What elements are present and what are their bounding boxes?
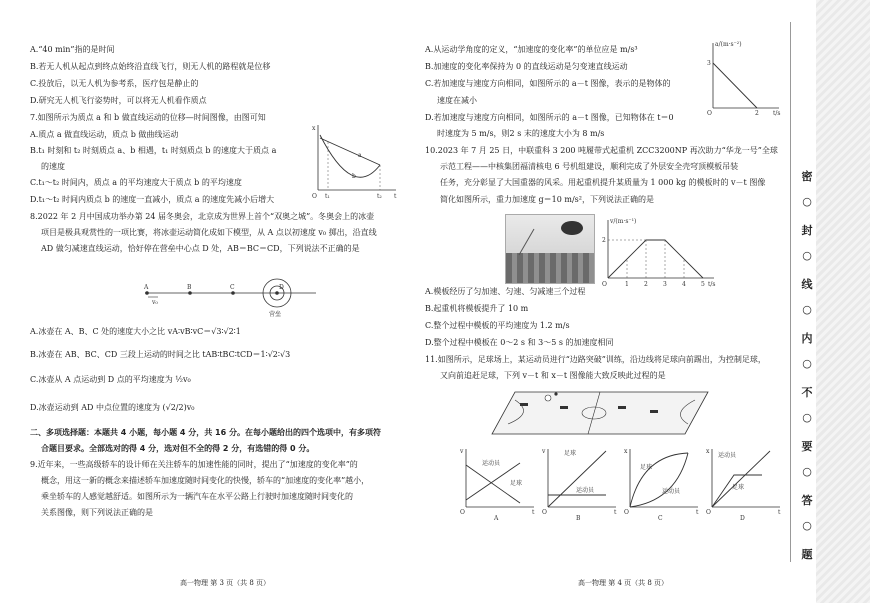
side-char-3: 线 (801, 278, 813, 291)
q8-stem-1: 8.2022 年 2 月中国成功举办第 24 届冬奥会，北京成为世界上首个“双奥之城”。冬奥会上的冰壶 (30, 212, 375, 221)
graph-b-v: v (542, 448, 546, 455)
q7-option-b-cont: 的速度 (41, 162, 65, 171)
graph-b-o: O (542, 509, 547, 516)
fig7-t1: t₁ (325, 193, 330, 200)
side-circle-2: ○ (802, 249, 812, 262)
side-circle-1: ○ (802, 195, 812, 208)
side-char-4: 内 (801, 332, 813, 345)
figure-q9-a-t-graph (705, 38, 785, 118)
side-char-2: 封 (801, 224, 813, 237)
graph-c-t: t (696, 509, 699, 516)
q8-stem-3: AD 做匀减速直线运动，恰好停在营垒中心点 D 处，AB＝BC＝CD，下列说法不正确的是 (41, 244, 360, 253)
fig9-origin: O (707, 110, 712, 117)
q10-stem-2: 示范工程——中核集团福清核电 6 号机组建设，顺利完成了外层安全壳穹顶模板吊装 (440, 162, 739, 171)
q9-option-c-cont: 速度在减小 (437, 96, 477, 105)
section2-title: 二、多项选择题：本题共 4 小题，每小题 4 分，共 16 分。在每小题给出的四个选项中，有多项符 (30, 428, 381, 437)
q9-option-d-cont: 时速度为 5 m/s，则2 s 末的速度大小为 8 m/s (437, 129, 605, 138)
fig8-v0: v₀ (152, 299, 158, 306)
graph-a-q: 足球 (510, 480, 523, 487)
fig7-origin: O (312, 193, 317, 200)
q8-option-a: A.冰壶在 A、B、C 处的速度大小之比 vA∶vB∶vC＝√3∶√2∶1 (30, 327, 241, 336)
graph-a-name: A (494, 515, 499, 522)
side-char-7: 答 (801, 494, 813, 507)
q6-option-b: B.若无人机从起点到终点始终沿直线飞行，则无人机的路程就是位移 (30, 62, 271, 71)
q11-stem-1: 11.如图所示，足球场上，某运动员进行“边路突破”训练，沿边线将足球向前踢出，为控制足球， (425, 355, 766, 364)
graph-a (458, 445, 538, 520)
q11-stem-2: 又向前追赶足球，下列 v－t 和 x－t 图像能大致反映此过程的是 (440, 371, 666, 380)
graph-c-name: C (658, 515, 663, 522)
figure-q7-x-t-graph (308, 120, 398, 200)
fig7-a-label: a (358, 152, 362, 159)
section2-title-cont: 合题目要求。全部选对的得 4 分，选对但不全的得 2 分，有选错的得 0 分。 (41, 444, 315, 453)
q10-option-a: A.模板经历了匀加速、匀速、匀减速三个过程 (425, 287, 586, 296)
q7-option-c: C.t₁～t₂ 时间内，质点 a 的平均速度大于质点 b 的平均速度 (30, 178, 242, 187)
fig9-ylabel: a/(m·s⁻²) (715, 41, 742, 48)
graph-b (540, 445, 620, 520)
fig10-origin: O (602, 281, 607, 288)
fig8-b: B (187, 284, 192, 291)
q9-option-d: D.若加速度与速度方向相同，如图所示的 a－t 图像，已知物体在 t＝0 (425, 113, 674, 122)
graph-c-v: x (624, 448, 628, 455)
footer-page-3: 高一物理 第 3 页（共 8 页） (180, 579, 271, 587)
graph-d (704, 445, 784, 520)
graph-d-name: D (740, 515, 745, 522)
q7-option-b: B.t₁ 时刻和 t₂ 时刻质点 a、b 相遇，t₁ 时刻质点 b 的速度大于质点 a (30, 146, 277, 155)
q9-stem-3: 乘坐轿车的人感觉越舒适。如图所示为一辆汽车在水平公路上行驶时加速度随时间变化的 (41, 492, 353, 501)
q9-option-c: C.若加速度与速度方向相同，如图所示的 a－t 图像，表示的是物体的 (425, 79, 671, 88)
graph-d-p: 运动员 (718, 452, 737, 459)
graph-c-o: O (624, 509, 629, 516)
graph-b-name: B (576, 515, 581, 522)
side-char-5: 不 (801, 386, 813, 399)
side-char-8: 题 (801, 548, 813, 561)
graph-a-p: 运动员 (482, 460, 501, 467)
fig10-ylabel: v/(m·s⁻¹) (610, 218, 637, 225)
q9-stem-1: 9.近年来，一些高级轿车的设计师在关注轿车的加速性能的同时，提出了“加速度的变化率”的 (30, 460, 358, 469)
graph-a-v: v (460, 448, 464, 455)
q9-stem-4: 关系图像，则下列说法正确的是 (41, 508, 153, 517)
q9-option-b: B.加速度的变化率保持为 0 的直线运动是匀变速直线运动 (425, 62, 628, 71)
margin-shade (816, 0, 870, 603)
side-circle-6: ○ (802, 465, 812, 478)
q10-stem-4: 简化如图所示，重力加速度 g＝10 m/s²，下列说法正确的是 (440, 195, 654, 204)
side-circle-7: ○ (802, 519, 812, 532)
fig7-t: t (394, 193, 397, 200)
fig7-t2: t₂ (377, 193, 382, 200)
crane-photo (505, 214, 595, 284)
binding-strip (790, 22, 818, 562)
figure-q11-football-field (490, 388, 710, 438)
q6-option-d: D.研究无人机飞行姿势时，可以将无人机看作质点 (30, 96, 207, 105)
graph-b-p: 足球 (564, 450, 577, 457)
q6-option-c: C.投放后，以无人机为参考系，医疗包是静止的 (30, 79, 199, 88)
fig8-label: 营垒 (269, 311, 282, 318)
q9-option-a: A.从运动学角度的定义，“加速度的变化率”的单位应是 m/s³ (425, 45, 638, 54)
fig10-xlabel: t/s (708, 281, 716, 288)
fig8-d: D (279, 284, 284, 291)
graph-b-t: t (614, 509, 617, 516)
fig10-x2: 2 (644, 281, 648, 288)
side-circle-4: ○ (802, 357, 812, 370)
fig7-b-label: b (352, 173, 356, 180)
graph-d-o: O (706, 509, 711, 516)
fig10-y2: 2 (602, 237, 606, 244)
q7-option-d: D.t₁～t₂ 时间内质点 b 的速度一直减小，质点 a 的速度先减小后增大 (30, 195, 275, 204)
q7-stem: 7.如图所示为质点 a 和 b 做直线运动的位移—时间图像，由图可知 (30, 113, 266, 122)
fig8-a: A (144, 284, 149, 291)
side-circle-5: ○ (802, 411, 812, 424)
graph-c-p: 足球 (640, 464, 653, 471)
graph-a-o: O (460, 509, 465, 516)
q8-option-d: D.冰壶运动到 AD 中点位置的速度为 (√2/2)v₀ (30, 403, 195, 412)
q10-option-d: D.整个过程中模板在 0～2 s 和 3～5 s 的加速度相同 (425, 338, 614, 347)
q10-option-b: B.起重机将模板提升了 10 m (425, 304, 529, 313)
side-char-6: 要 (801, 440, 813, 453)
q8-option-b: B.冰壶在 AB、BC、CD 三段上运动的时间之比 tAB∶tBC∶tCD＝1∶√2∶√3 (30, 350, 291, 359)
q8-stem-2: 项目是极具观赏性的一项比赛，将冰壶运动简化成如下模型，从 A 点以初速度 v₀ 掷出，沿直线 (41, 228, 377, 237)
fig9-x2: 2 (755, 110, 759, 117)
fig9-xlabel: t/s (773, 110, 781, 117)
graph-a-t: t (532, 509, 535, 516)
q10-stem-1: 10.2023 年 7 月 25 日，中联重科 3 200 吨履带式起重机 ZCC3200NP 再次助力“华龙一号”全球 (425, 146, 778, 155)
fig10-x3: 3 (663, 281, 667, 288)
graph-c (622, 445, 702, 520)
fig10-x1: 1 (625, 281, 629, 288)
figure-q10-v-t-graph (598, 216, 718, 288)
fig7-x-label: x (312, 125, 316, 132)
figure-q8-curling (140, 268, 320, 318)
q10-stem-3: 任务，充分彰显了大国重器的风采。用起重机提升某质量为 1 000 kg 的模板时的 v－t 图像 (440, 178, 766, 187)
fig9-y3: 3 (707, 60, 711, 67)
fig8-c: C (230, 284, 235, 291)
graph-d-t: t (778, 509, 781, 516)
footer-page-4: 高一物理 第 4 页（共 8 页） (578, 579, 669, 587)
side-circle-3: ○ (802, 303, 812, 316)
side-char-1: 密 (801, 170, 813, 183)
q7-option-a: A.质点 a 做直线运动，质点 b 做曲线运动 (30, 130, 179, 139)
fig10-x5: 5 (701, 281, 705, 288)
q9-stem-2: 概念，用这一新的概念来描述轿车加速度随时间变化的快慢，轿车的“加速度的变化率”越小， (41, 476, 370, 485)
graph-d-v: x (706, 448, 710, 455)
graph-d-q: 足球 (732, 484, 745, 491)
q10-option-c: C.整个过程中模板的平均速度为 1.2 m/s (425, 321, 570, 330)
q8-option-c: C.冰壶从 A 点运动到 D 点的平均速度为 ½v₀ (30, 375, 191, 384)
q6-option-a: A.“40 min”指的是时间 (30, 45, 115, 54)
graph-c-q: 运动员 (662, 488, 681, 495)
fig10-x4: 4 (682, 281, 686, 288)
graph-b-q: 运动员 (576, 487, 595, 494)
